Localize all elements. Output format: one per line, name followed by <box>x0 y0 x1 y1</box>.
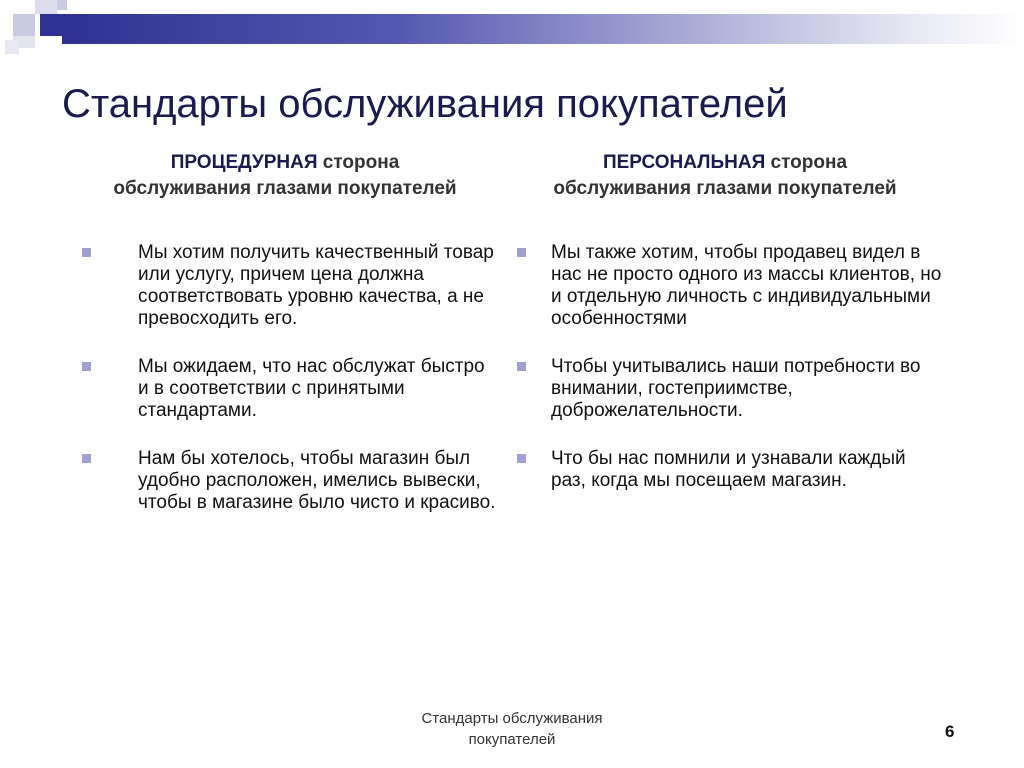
footer-line2: покупателей <box>468 731 556 748</box>
right-bullet-list <box>505 242 945 492</box>
decorative-square <box>57 0 67 10</box>
square-bullet-icon <box>82 362 91 371</box>
decorative-header-band <box>0 0 1024 60</box>
slide-footer <box>384 708 640 750</box>
list-item <box>70 448 500 514</box>
bullet-text: Мы хотим получить качественный товар или услугу, причем цена должна соответствовать уровню качества, а не превосходить его. <box>138 242 494 329</box>
left-heading-accent: ПРОЦЕДУРНАЯ <box>170 152 318 173</box>
list-item <box>505 448 945 492</box>
list-item <box>505 356 945 422</box>
right-column-heading <box>505 150 945 202</box>
square-bullet-icon <box>82 248 91 257</box>
list-item <box>70 356 500 422</box>
bullet-text: Нам бы хотелось, чтобы магазин был удобно расположен, имелись вывески, чтобы в магазине было чисто и красиво. <box>138 448 496 513</box>
right-heading-line2: обслуживания глазами покупателей <box>553 178 897 199</box>
right-column <box>505 150 945 518</box>
decorative-square <box>35 0 57 14</box>
slide-title: Стандарты обслуживания покупателей <box>62 82 788 126</box>
right-heading-accent: ПЕРСОНАЛЬНАЯ <box>602 152 766 173</box>
page-number: 6 <box>945 722 955 741</box>
gradient-bar <box>62 14 1024 44</box>
bullet-text: Чтобы учитывались наши потребности во внимании, гостеприимстве, доброжелательности. <box>551 356 921 421</box>
square-bullet-icon <box>82 454 91 463</box>
square-bullet-icon <box>517 362 526 371</box>
left-heading-rest: сторона <box>317 152 400 173</box>
left-heading-line2: обслуживания глазами покупателей <box>113 178 457 199</box>
square-bullet-icon <box>517 248 526 257</box>
decorative-square <box>35 36 57 48</box>
footer-line1: Стандарты обслуживания <box>421 710 603 727</box>
left-bullet-list <box>70 242 500 514</box>
decorative-square <box>40 14 62 36</box>
left-column-heading <box>70 150 500 202</box>
right-heading-rest: сторона <box>765 152 848 173</box>
bullet-text: Мы также хотим, чтобы продавец видел в нас не просто одного из массы клиентов, но и отдельную личность с индивидуальными особенностями <box>551 242 942 329</box>
list-item <box>505 242 945 330</box>
decorative-square <box>13 14 35 36</box>
square-bullet-icon <box>517 454 526 463</box>
decorative-square <box>5 40 19 54</box>
bullet-text: Мы ожидаем, что нас обслужат быстро и в соответствии с принятыми стандартами. <box>138 356 485 421</box>
left-column <box>70 150 500 540</box>
list-item <box>70 242 500 330</box>
bullet-text: Что бы нас помнили и узнавали каждый раз, когда мы посещаем магазин. <box>551 448 906 491</box>
